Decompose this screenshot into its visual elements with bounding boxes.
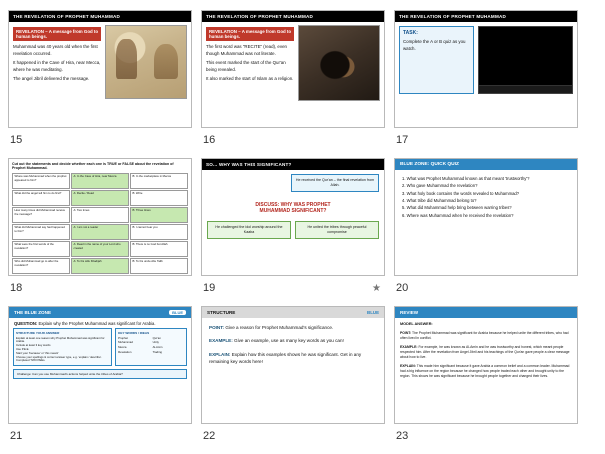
table-cell: A: Two times [71, 207, 129, 223]
idol-worship-bubble-19: He challenged the idol worship around the Kaaba [207, 221, 291, 239]
quiz-question: 3. What holy book contains the words revealed to Muhammad? [402, 190, 520, 196]
structure-line: Choose your spellings & correct answer type, e.g. 'explain / describe'. [16, 354, 102, 359]
task-box-17 [399, 26, 474, 94]
structure-line: Completed TWO PEEs. [16, 358, 46, 363]
example-text-23: For example, he was known as Al-Amin and he was trustworthy and honest, which meant people respected him. After the revelation from Angel Jibril and his teachings of the Qur'an gave people a clear message about how to live. [400, 344, 570, 360]
table-cell: A: In the Cave of Hira, near Mecca [71, 173, 129, 189]
slide-title-22: STRUCTURE [207, 310, 236, 315]
key-word: Qur'an [152, 335, 161, 340]
video-player-icon[interactable] [478, 26, 573, 94]
slide-number-15: 15 [10, 134, 23, 146]
bullet-16-1: The first word was "RECITE" (read), even though Muhammad was not literate. [206, 44, 287, 56]
structure-line: Start your 'because' or 'this meant' [16, 350, 59, 355]
quiz-question: 1. What was Prophet Muhammad known as that meant 'trustworthy'? [402, 176, 530, 181]
explain-text-22: Explain how this examples shows he was significant. Get in any remaining key words here! [209, 351, 362, 365]
structure-header-22 [202, 307, 384, 318]
slide-thumbnail-23[interactable] [394, 306, 578, 424]
table-cell [130, 275, 188, 276]
blue-zone-header-21 [9, 307, 191, 318]
quran-bubble-19: He received the Qur'an – the final revelation from Allah. [291, 174, 379, 192]
example-label-23: EXAMPLE: [400, 344, 418, 349]
slide-title-17: THE REVELATION OF PROPHET MUHAMMAD [395, 11, 577, 22]
blue-zone-logo-icon: BLUE [367, 310, 379, 315]
slide-title-23: REVIEW [395, 307, 577, 318]
slide-meta-18 [8, 276, 192, 298]
key-words-pane-21 [115, 328, 187, 366]
quiz-question: 2. Who gave Muhammad the revelation? [402, 183, 478, 189]
question-line-21 [9, 318, 191, 328]
model-answer-heading-23: MODEL ANSWER: [400, 322, 433, 326]
example-paragraph-23 [400, 345, 572, 360]
slide-row-2 [0, 150, 605, 298]
slide-cell-20[interactable] [394, 158, 578, 298]
table-cell: A: Read in the name of your Lord who created [71, 241, 129, 257]
table-cell: B: Write [130, 190, 188, 206]
slide-thumbnail-18[interactable] [8, 158, 192, 276]
slide-cell-22[interactable] [201, 306, 385, 446]
table-cell [71, 275, 129, 276]
slide-cell-19[interactable] [201, 158, 385, 298]
table-cell [12, 275, 70, 276]
slide-number-21: 21 [10, 430, 23, 442]
slide-number-23: 23 [396, 430, 409, 442]
slide-cell-23[interactable] [394, 306, 578, 446]
bullet-16-2: This event marked the start of the Qur'an being revealed. [206, 60, 286, 72]
slide-number-17: 17 [396, 134, 409, 146]
slide-thumbnail-19[interactable] [201, 158, 385, 276]
bullet-15-3: The angel Jibril delivered the message. [13, 76, 90, 82]
revelation-definition-15: REVELATION – A message from God to human beings. [13, 27, 101, 41]
slide-row-3 [0, 298, 605, 446]
structure-pane-21 [13, 328, 112, 366]
table-cell: What were the first words of the revelation? [12, 241, 70, 257]
table-cell: How many times did Muhammad receive the message? [12, 207, 70, 223]
bullet-15-1: Muhammad was 40 years old when the first revelation occurred. [13, 44, 98, 56]
table-cell: B: To his uncle Abu Talib [130, 258, 188, 274]
table-cell: A: I am not a reader [71, 224, 129, 240]
explain-paragraph-23 [400, 364, 572, 379]
slide-number-16: 16 [203, 134, 216, 146]
slide-meta-15 [8, 128, 192, 150]
slide-cell-15[interactable] [8, 10, 192, 150]
structure-line: Use P.E.E. [16, 346, 30, 351]
quiz-question: 6. Where was Muhammad when he received the revelation? [402, 212, 514, 218]
worksheet-instructions-18: Cut out the statements and decide whether each one is TRUE or FALSE about the revelation of Prophet Muhammad. [12, 162, 174, 171]
table-cell: B: I cannot hear you [130, 224, 188, 240]
point-paragraph-22 [209, 324, 377, 331]
slide-thumbnail-20[interactable] [394, 158, 578, 276]
slide-number-22: 22 [203, 430, 216, 442]
key-words-heading-21: KEY WORDS / IDEAS [118, 331, 150, 335]
slide-thumbnail-17[interactable] [394, 10, 578, 128]
manuscript-illustration-image [105, 25, 187, 99]
key-word: Revelation [118, 349, 132, 354]
challenge-footer-21: Challenge: Can you use Muhammad's actions helped unite the tribes of Arabia? [13, 369, 187, 379]
structure-line: Explain at least one reason why Prophet Muhammad was significant for Arabia. [16, 335, 105, 344]
table-cell: Where was Muhammad when the prophet appeared to him? [12, 173, 70, 189]
slide-title-19: SO... WHY WAS THIS SIGNIFICANT? [202, 159, 384, 170]
point-text-23: The Prophet Muhammad was significant for Arabia because he helped unite the different tribes, who had often lived in conflict. [400, 330, 569, 340]
table-cell: What did Muhammad say had happened to him? [12, 224, 70, 240]
table-cell: A: To his wife Khadijah [71, 258, 129, 274]
example-label-22: EXAMPLE: [209, 338, 233, 344]
point-label-22: POINT: [209, 325, 225, 330]
key-word: Trading [152, 349, 162, 354]
table-cell: Who did Muhammad go to after the revelation? [12, 258, 70, 274]
example-paragraph-22 [209, 337, 377, 344]
slide-title-15: THE REVELATION OF PROPHET MUHAMMAD [9, 11, 191, 22]
key-word: Muhammad [118, 340, 133, 345]
structure-line: Include at least 3 key words [16, 343, 51, 348]
explain-label-23: EXPLAIN: [400, 364, 416, 369]
slide-meta-20 [394, 276, 578, 298]
slide-meta-17 [394, 128, 578, 150]
slide-meta-19 [201, 276, 385, 298]
slide-row-1 [0, 0, 605, 150]
task-body-17: Complete the A or B quiz as you watch. [403, 39, 466, 51]
bullet-15-2: It happened in the Cave of Hira, near Mecca, where he was meditating. [13, 60, 101, 72]
discuss-line-1: DISCUSS: WHY WAS PROPHET [255, 201, 331, 208]
slide-star-19[interactable]: ★ [372, 282, 381, 294]
quiz-question: 4. What tribe did Muhammad belong to? [402, 198, 477, 204]
explain-text-23: This made him significant because it gave Arabia a common belief and a common leader. Muhammad had a big influence on the region because he changed how people traded each other and brought unity to the region. This shows he was significant because he brought people together and changed their lives. [400, 364, 570, 379]
structure-pane-heading-21: STRUCTURE YOUR ANSWER [16, 331, 60, 335]
slide-number-20: 20 [396, 282, 409, 294]
slide-number-19: 19 [203, 282, 216, 294]
point-label-23: POINT: [400, 330, 412, 335]
table-cell: B: There is no God but Allah [130, 241, 188, 257]
slide-cell-16[interactable] [201, 10, 385, 150]
key-word: Prophet [118, 335, 128, 340]
revelation-definition-16: REVELATION – A message from God to human beings. [206, 27, 294, 41]
slide-title-16: THE REVELATION OF PROPHET MUHAMMAD [202, 11, 384, 22]
blue-zone-logo-icon: BLUE [169, 310, 186, 315]
table-cell: A: Recite / Read [71, 190, 129, 206]
slide-number-18: 18 [10, 282, 23, 294]
task-heading-17: TASK: [403, 30, 418, 37]
slide-title-20: BLUE ZONE: QUICK QUIZ [395, 159, 577, 170]
slide-cell-18[interactable] [8, 158, 192, 298]
point-text-22: Give a reason for Prophet Muhammad's significance. [224, 325, 334, 330]
key-word: Unity [152, 340, 159, 345]
key-word: Al-Amin [152, 345, 163, 350]
slide-thumbnail-15[interactable] [8, 10, 192, 128]
explain-label-22: EXPLAIN: [209, 351, 231, 357]
slide-meta-22 [201, 424, 385, 446]
quiz-question-list-20 [395, 170, 577, 224]
discuss-line-2: MUHAMMAD SIGNIFICANT? [259, 208, 327, 215]
example-text-22: Give an example, use as many key words as you can! [232, 338, 344, 344]
slide-cell-21[interactable] [8, 306, 192, 446]
slide-title-21: THE BLUE ZONE [14, 310, 52, 315]
slide-meta-23 [394, 424, 578, 446]
bullet-16-3: It also marked the start of Islam as a religion. [206, 76, 294, 82]
tribes-bubble-19: He united the tribes through peaceful compromise [295, 221, 379, 239]
quiz-question: 5. What did Muhammad help bring between warring tribes? [402, 205, 512, 211]
slide-thumbnail-22[interactable] [201, 306, 385, 424]
table-cell: What did the angel tell him to do first? [12, 190, 70, 206]
slide-thumbnail-16[interactable] [201, 10, 385, 128]
slide-meta-16 [201, 128, 385, 150]
key-word: Mecca [118, 345, 127, 350]
worksheet-grid-18 [12, 173, 188, 276]
slide-cell-17[interactable] [394, 10, 578, 150]
explain-paragraph-22 [209, 351, 377, 366]
question-text-21: Explain why the Prophet Muhammad was significant for Arabia. [38, 321, 156, 326]
slide-meta-21 [8, 424, 192, 446]
question-label-21: QUESTION: [14, 321, 38, 326]
point-paragraph-23 [400, 331, 572, 341]
table-cell: B: In the marketplace in Mecca [130, 173, 188, 189]
slide-thumbnail-21[interactable] [8, 306, 192, 424]
discuss-prompt-19 [202, 196, 384, 220]
table-cell: B: Three times [130, 207, 188, 223]
cave-of-hira-image [298, 25, 380, 101]
